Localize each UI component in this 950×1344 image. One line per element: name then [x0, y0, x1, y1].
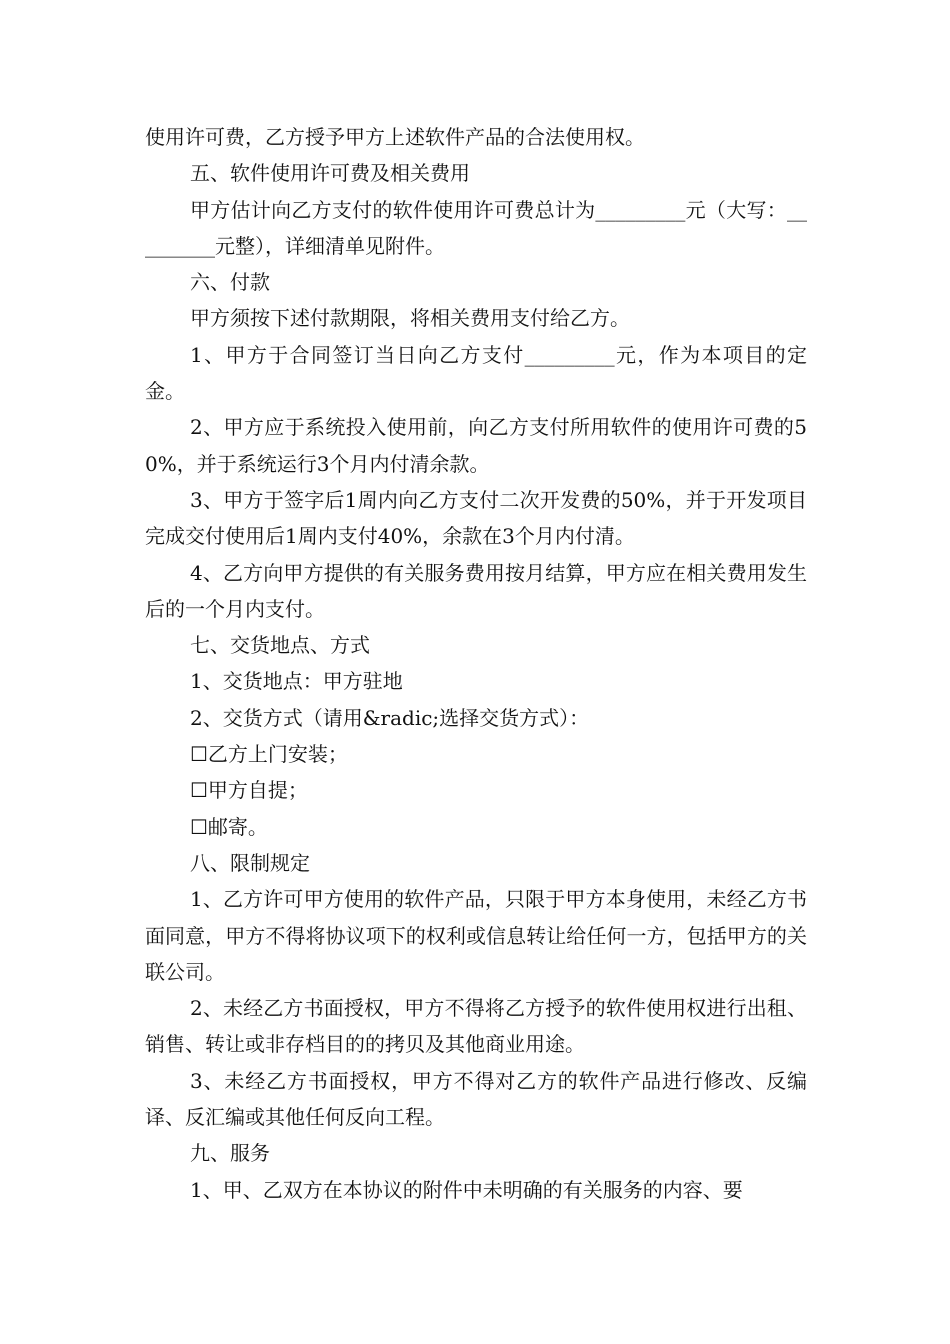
- paragraph-payment-item-2: 2、甲方应于系统投入使用前，向乙方支付所用软件的使用许可费的50%，并于系统运行3个月内付清余款。: [145, 415, 807, 476]
- paragraph-delivery-location: 1、交货地点：甲方驻地: [190, 669, 403, 694]
- heading-section-6-payment: 六、付款: [190, 270, 270, 295]
- checkbox-option-self-pickup: ☐甲方自提；: [190, 778, 308, 803]
- heading-section-5-license-fees: 五、软件使用许可费及相关费用: [190, 161, 470, 186]
- document-page: [145, 119, 807, 1208]
- heading-section-9-service: 九、服务: [190, 1141, 270, 1166]
- heading-section-7-delivery: 七、交货地点、方式: [190, 633, 370, 658]
- checkbox-option-mail: ☐邮寄。: [190, 814, 268, 839]
- paragraph-restriction-item-1: 1、乙方许可甲方使用的软件产品，只限于甲方本身使用，未经乙方书面同意，甲方不得将协议项下的权利或信息转让给任何一方，包括甲方的关联公司。: [145, 887, 807, 984]
- paragraph-payment-intro: 甲方须按下述付款期限，将相关费用支付给乙方。: [190, 306, 630, 331]
- paragraph-license-fee-total: 甲方估计向乙方支付的软件使用许可费总计为_________元（大写：_________元整），详细清单见附件。: [145, 197, 807, 258]
- paragraph-restriction-item-3: 3、未经乙方书面授权，甲方不得对乙方的软件产品进行修改、反编译、反汇编或其他任何反向工程。: [145, 1068, 807, 1130]
- heading-section-8-restrictions: 八、限制规定: [190, 850, 310, 875]
- paragraph-payment-item-3: 3、甲方于签字后1周内向乙方支付二次开发费的50%，并于开发项目完成交付使用后1周内支付40%，余款在3个月内付清。: [145, 487, 807, 549]
- paragraph-delivery-method: 2、交货方式（请用&radic;选择交货方式）：: [190, 705, 590, 730]
- paragraph-payment-item-4: 4、乙方向甲方提供的有关服务费用按月结算，甲方应在相关费用发生后的一个月内支付。: [145, 560, 807, 621]
- checkbox-option-onsite-install: ☐乙方上门安装；: [190, 742, 348, 767]
- paragraph-license-grant-end: 使用许可费，乙方授予甲方上述软件产品的合法使用权。: [145, 125, 645, 149]
- paragraph-restriction-item-2: 2、未经乙方书面授权，甲方不得将乙方授予的软件使用权进行出租、销售、转让或非存档目的的拷贝及其他商业用途。: [145, 996, 807, 1057]
- paragraph-payment-item-1: 1、甲方于合同签订当日向乙方支付_________元，作为本项目的定金。: [145, 342, 807, 404]
- paragraph-service-item-1: 1、甲、乙双方在本协议的附件中未明确的有关服务的内容、要: [190, 1177, 743, 1202]
